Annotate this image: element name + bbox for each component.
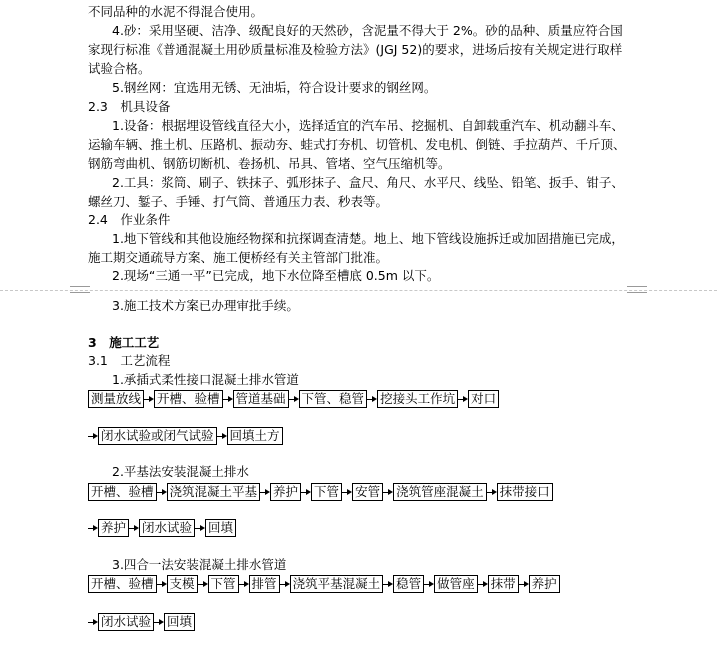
arrow-right-icon bbox=[342, 484, 352, 500]
flow-step: 闭水试验或闭气试验 bbox=[98, 427, 217, 445]
text-line: 不同品种的水泥不得混合使用。 bbox=[88, 4, 264, 19]
flow-step: 下管、稳管 bbox=[299, 390, 368, 408]
text-line: 2.工具：浆筒、刷子、铁抹子、弧形抹子、盒尺、角尺、水平尺、线坠、铅笔、扳手、钳子、 bbox=[112, 175, 624, 190]
flow-step: 浇筑混凝土平基 bbox=[167, 483, 261, 501]
arrow-right-icon bbox=[88, 428, 98, 444]
text-line: 螺丝刀、錾子、手锤、打气筒、普通压力表、秒表等。 bbox=[88, 194, 389, 209]
flow-step: 开槽、验槽 bbox=[88, 575, 157, 593]
page-break-line bbox=[0, 290, 717, 291]
flow-step: 测量放线 bbox=[88, 390, 144, 408]
section-heading: 3.1 工艺流程 bbox=[88, 353, 171, 368]
flowchart-row bbox=[88, 613, 195, 631]
flow-step: 开槽、验槽 bbox=[88, 483, 157, 501]
arrow-right-icon bbox=[157, 484, 167, 500]
page-corner-mark-right bbox=[627, 286, 647, 293]
flow-step: 下管 bbox=[208, 575, 239, 593]
text-line: 3.施工技术方案已办理审批手续。 bbox=[112, 298, 299, 313]
flow-step: 做管座 bbox=[434, 575, 478, 593]
flow-step: 对口 bbox=[468, 390, 499, 408]
flow-step: 开槽、验槽 bbox=[154, 390, 223, 408]
arrow-right-icon bbox=[223, 391, 233, 407]
text-line: 施工期交通疏导方案、施工便桥经有关主管部门批准。 bbox=[88, 250, 389, 265]
arrow-right-icon bbox=[280, 576, 290, 592]
flow-step: 支模 bbox=[167, 575, 198, 593]
arrow-right-icon bbox=[487, 484, 497, 500]
flow-step: 浇筑平基混凝土 bbox=[290, 575, 384, 593]
arrow-right-icon bbox=[88, 614, 98, 630]
text-line: 1.地下管线和其他设施经物探和抗探调查清楚。地上、地下管线设施拆迁或加固措施已完成， bbox=[112, 231, 624, 246]
text-line: 2.现场“三通一平”已完成，地下水位降至槽底 0.5m 以下。 bbox=[112, 268, 440, 283]
flow-step: 挖接头工作坑 bbox=[377, 390, 458, 408]
flow-step: 抹带接口 bbox=[497, 483, 553, 501]
arrow-right-icon bbox=[260, 484, 270, 500]
text-line: 4.砂：采用坚硬、洁净、级配良好的天然砂，含泥量不得大于 2%。砂的品种、质量应符合国 bbox=[112, 23, 623, 38]
flow-step: 养护 bbox=[529, 575, 560, 593]
text-line: 5.钢丝网：宜选用无锈、无油垢，符合设计要求的钢丝网。 bbox=[112, 80, 437, 95]
arrow-right-icon bbox=[301, 484, 311, 500]
arrow-right-icon bbox=[195, 520, 205, 536]
flow-step: 排管 bbox=[249, 575, 280, 593]
flow-step: 闭水试验 bbox=[98, 613, 154, 631]
flow-step: 养护 bbox=[98, 519, 129, 537]
flow-title: 3.四合一法安装混凝土排水管道 bbox=[112, 557, 287, 572]
arrow-right-icon bbox=[198, 576, 208, 592]
flow-step: 管道基础 bbox=[233, 390, 289, 408]
flow-step: 养护 bbox=[270, 483, 301, 501]
flowchart-row bbox=[88, 575, 560, 593]
arrow-right-icon bbox=[519, 576, 529, 592]
arrow-right-icon bbox=[367, 391, 377, 407]
flowchart-row bbox=[88, 483, 553, 501]
flow-step: 浇筑管座混凝土 bbox=[393, 483, 487, 501]
section-heading: 2.4 作业条件 bbox=[88, 212, 171, 227]
flow-step: 回填 bbox=[205, 519, 236, 537]
arrow-right-icon bbox=[154, 614, 164, 630]
flowchart-row bbox=[88, 519, 236, 537]
flow-step: 安管 bbox=[352, 483, 383, 501]
flow-step: 闭水试验 bbox=[139, 519, 195, 537]
arrow-right-icon bbox=[458, 391, 468, 407]
arrow-right-icon bbox=[289, 391, 299, 407]
text-line: 1.设备：根据埋设管线直径大小，选择适宜的汽车吊、挖掘机、自卸载重汽车、机动翻斗车、 bbox=[112, 118, 624, 133]
section-heading: 2.3 机具设备 bbox=[88, 99, 171, 114]
arrow-right-icon bbox=[144, 391, 154, 407]
flow-step: 下管 bbox=[311, 483, 342, 501]
arrow-right-icon bbox=[239, 576, 249, 592]
chapter-heading: 3 施工工艺 bbox=[88, 335, 160, 350]
text-line: 试验合格。 bbox=[88, 61, 151, 76]
text-line: 家现行标准《普通混凝土用砂质量标准及检验方法》(JGJ 52)的要求，进场后按有关规定进行取样 bbox=[88, 42, 623, 57]
flow-title: 1.承插式柔性接口混凝土排水管道 bbox=[112, 372, 299, 387]
arrow-right-icon bbox=[217, 428, 227, 444]
arrow-right-icon bbox=[383, 484, 393, 500]
flow-step: 抹带 bbox=[488, 575, 519, 593]
flow-title: 2.平基法安装混凝土排水 bbox=[112, 464, 249, 479]
page-corner-mark-left bbox=[70, 286, 90, 293]
arrow-right-icon bbox=[129, 520, 139, 536]
flowchart-row bbox=[88, 390, 499, 408]
arrow-right-icon bbox=[383, 576, 393, 592]
flow-step: 回填 bbox=[164, 613, 195, 631]
arrow-right-icon bbox=[424, 576, 434, 592]
flowchart-row bbox=[88, 427, 283, 445]
text-line: 钢筋弯曲机、钢筋切断机、卷扬机、吊具、管堵、空气压缩机等。 bbox=[88, 156, 451, 171]
arrow-right-icon bbox=[478, 576, 488, 592]
flow-step: 稳管 bbox=[393, 575, 424, 593]
arrow-right-icon bbox=[157, 576, 167, 592]
arrow-right-icon bbox=[88, 520, 98, 536]
text-line: 运输车辆、推土机、压路机、振动夯、蛙式打夯机、切管机、发电机、倒链、手拉葫芦、千斤顶、 bbox=[88, 137, 626, 152]
flow-step: 回填土方 bbox=[227, 427, 283, 445]
